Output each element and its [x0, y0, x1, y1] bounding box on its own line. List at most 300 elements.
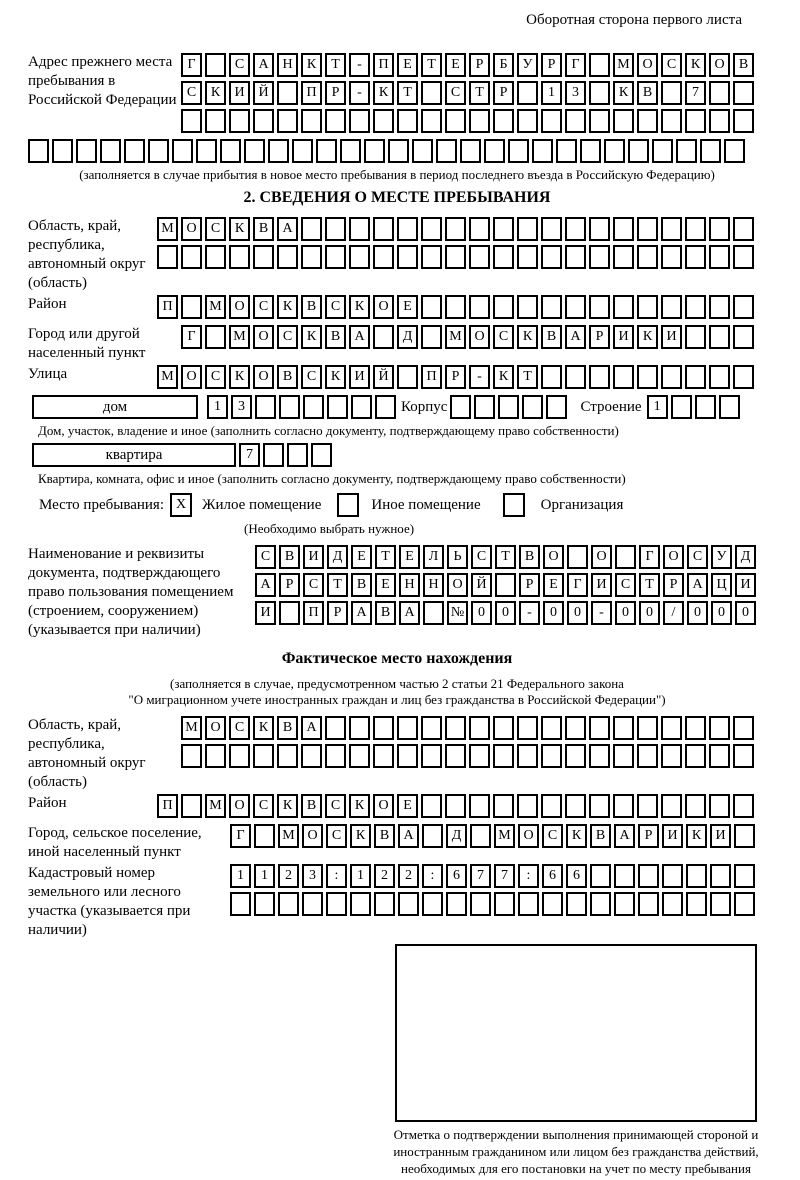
char-box[interactable]: С [181, 81, 202, 105]
char-box[interactable] [229, 109, 250, 133]
char-box[interactable] [412, 139, 433, 163]
char-box[interactable]: И [591, 573, 612, 597]
char-box[interactable] [374, 892, 395, 916]
char-box[interactable]: П [301, 81, 322, 105]
char-box[interactable] [733, 217, 754, 241]
char-box[interactable]: Н [399, 573, 420, 597]
char-box[interactable]: К [325, 365, 346, 389]
char-box[interactable] [709, 716, 730, 740]
char-box[interactable] [733, 365, 754, 389]
char-box[interactable] [445, 744, 466, 768]
char-box[interactable] [685, 744, 706, 768]
char-box[interactable]: М [205, 295, 226, 319]
char-box[interactable] [445, 245, 466, 269]
char-box[interactable] [397, 245, 418, 269]
char-box[interactable] [685, 325, 706, 349]
char-box[interactable]: А [349, 325, 370, 349]
char-box[interactable]: 1 [230, 864, 251, 888]
char-box[interactable]: Г [181, 325, 202, 349]
char-box[interactable]: 0 [615, 601, 636, 625]
char-box[interactable]: П [157, 295, 178, 319]
char-box[interactable] [508, 139, 529, 163]
char-box[interactable]: Г [567, 573, 588, 597]
char-box[interactable]: Д [397, 325, 418, 349]
char-box[interactable]: Д [446, 824, 467, 848]
char-box[interactable] [301, 744, 322, 768]
char-box[interactable] [278, 892, 299, 916]
char-box[interactable]: 3 [302, 864, 323, 888]
char-box[interactable] [685, 245, 706, 269]
char-box[interactable] [373, 744, 394, 768]
char-box[interactable] [279, 395, 300, 419]
char-box[interactable]: 1 [207, 395, 228, 419]
char-box[interactable]: В [253, 217, 274, 241]
char-box[interactable] [541, 109, 562, 133]
char-box[interactable]: Р [541, 53, 562, 77]
char-box[interactable]: К [301, 325, 322, 349]
char-box[interactable] [397, 365, 418, 389]
char-box[interactable] [532, 139, 553, 163]
char-box[interactable] [484, 139, 505, 163]
char-box[interactable]: 0 [567, 601, 588, 625]
char-box[interactable] [637, 365, 658, 389]
char-box[interactable]: Р [327, 601, 348, 625]
char-box[interactable] [445, 295, 466, 319]
char-box[interactable] [450, 395, 471, 419]
char-box[interactable]: О [518, 824, 539, 848]
char-box[interactable]: В [637, 81, 658, 105]
char-box[interactable] [637, 295, 658, 319]
char-box[interactable]: 7 [470, 864, 491, 888]
char-box[interactable]: В [301, 794, 322, 818]
char-box[interactable] [613, 109, 634, 133]
char-box[interactable] [541, 245, 562, 269]
char-box[interactable] [541, 744, 562, 768]
char-box[interactable] [724, 139, 745, 163]
char-box[interactable]: 3 [231, 395, 252, 419]
char-box[interactable]: С [326, 824, 347, 848]
char-box[interactable] [397, 716, 418, 740]
char-box[interactable] [590, 864, 611, 888]
char-box[interactable]: М [181, 716, 202, 740]
char-box[interactable] [254, 824, 275, 848]
char-box[interactable]: С [445, 81, 466, 105]
char-box[interactable]: К [205, 81, 226, 105]
char-box[interactable]: И [349, 365, 370, 389]
char-box[interactable]: К [637, 325, 658, 349]
char-box[interactable] [517, 794, 538, 818]
char-box[interactable] [566, 892, 587, 916]
char-box[interactable] [350, 892, 371, 916]
char-box[interactable] [638, 864, 659, 888]
char-box[interactable] [181, 295, 202, 319]
char-box[interactable]: 2 [398, 864, 419, 888]
char-box[interactable]: А [614, 824, 635, 848]
char-box[interactable]: С [325, 295, 346, 319]
char-box[interactable]: П [157, 794, 178, 818]
char-box[interactable]: 2 [374, 864, 395, 888]
char-box[interactable]: О [181, 217, 202, 241]
char-box[interactable] [589, 716, 610, 740]
char-box[interactable]: С [687, 545, 708, 569]
char-box[interactable]: Е [399, 545, 420, 569]
char-box[interactable]: П [373, 53, 394, 77]
char-box[interactable]: 7 [494, 864, 515, 888]
char-box[interactable]: Й [471, 573, 492, 597]
char-box[interactable] [661, 716, 682, 740]
char-box[interactable] [375, 395, 396, 419]
char-box[interactable] [685, 109, 706, 133]
char-box[interactable]: В [301, 295, 322, 319]
char-box[interactable]: Д [327, 545, 348, 569]
char-box[interactable] [302, 892, 323, 916]
char-box[interactable] [541, 794, 562, 818]
char-box[interactable]: - [591, 601, 612, 625]
char-box[interactable]: О [543, 545, 564, 569]
char-box[interactable] [493, 217, 514, 241]
char-box[interactable]: Р [445, 365, 466, 389]
char-box[interactable]: О [229, 295, 250, 319]
char-box[interactable] [733, 295, 754, 319]
char-box[interactable] [279, 601, 300, 625]
char-box[interactable]: И [661, 325, 682, 349]
char-box[interactable]: Т [517, 365, 538, 389]
char-box[interactable] [364, 139, 385, 163]
char-box[interactable] [518, 892, 539, 916]
char-box[interactable] [517, 295, 538, 319]
char-box[interactable] [181, 794, 202, 818]
char-box[interactable] [244, 139, 265, 163]
char-box[interactable] [196, 139, 217, 163]
char-box[interactable] [709, 325, 730, 349]
char-box[interactable] [470, 892, 491, 916]
char-box[interactable] [685, 217, 706, 241]
char-box[interactable] [373, 245, 394, 269]
char-box[interactable] [349, 716, 370, 740]
char-box[interactable] [541, 217, 562, 241]
char-box[interactable] [685, 716, 706, 740]
char-box[interactable]: С [205, 217, 226, 241]
char-box[interactable] [325, 245, 346, 269]
char-box[interactable] [325, 744, 346, 768]
char-box[interactable]: О [469, 325, 490, 349]
char-box[interactable] [373, 716, 394, 740]
char-box[interactable]: В [279, 545, 300, 569]
char-box[interactable] [388, 139, 409, 163]
char-box[interactable]: О [181, 365, 202, 389]
char-box[interactable] [172, 139, 193, 163]
char-box[interactable]: О [373, 295, 394, 319]
char-box[interactable] [676, 139, 697, 163]
char-box[interactable]: - [349, 81, 370, 105]
char-box[interactable] [580, 139, 601, 163]
char-box[interactable] [709, 217, 730, 241]
char-box[interactable] [301, 245, 322, 269]
char-box[interactable] [493, 716, 514, 740]
char-box[interactable] [517, 81, 538, 105]
char-box[interactable] [181, 245, 202, 269]
char-box[interactable] [446, 892, 467, 916]
char-box[interactable] [421, 325, 442, 349]
char-box[interactable] [220, 139, 241, 163]
char-box[interactable]: О [637, 53, 658, 77]
char-box[interactable]: У [711, 545, 732, 569]
char-box[interactable] [351, 395, 372, 419]
char-box[interactable] [469, 794, 490, 818]
char-box[interactable] [325, 217, 346, 241]
char-box[interactable]: Й [253, 81, 274, 105]
char-box[interactable]: О [373, 794, 394, 818]
char-box[interactable]: Р [519, 573, 540, 597]
char-box[interactable] [734, 864, 755, 888]
char-box[interactable] [311, 443, 332, 467]
char-box[interactable]: 0 [471, 601, 492, 625]
char-box[interactable]: 0 [543, 601, 564, 625]
char-box[interactable]: В [375, 601, 396, 625]
char-box[interactable] [397, 109, 418, 133]
char-box[interactable]: 7 [685, 81, 706, 105]
char-box[interactable] [685, 365, 706, 389]
char-box[interactable] [493, 794, 514, 818]
char-box[interactable]: Т [639, 573, 660, 597]
char-box[interactable]: Е [351, 545, 372, 569]
char-box[interactable] [421, 245, 442, 269]
char-box[interactable] [373, 325, 394, 349]
char-box[interactable]: С [255, 545, 276, 569]
char-box[interactable]: Е [375, 573, 396, 597]
char-box[interactable] [445, 109, 466, 133]
char-box[interactable]: Т [421, 53, 442, 77]
char-box[interactable] [148, 139, 169, 163]
char-box[interactable] [615, 545, 636, 569]
char-box[interactable]: В [541, 325, 562, 349]
char-box[interactable]: 1 [254, 864, 275, 888]
char-box[interactable] [303, 395, 324, 419]
char-box[interactable]: С [542, 824, 563, 848]
char-box[interactable] [589, 53, 610, 77]
char-box[interactable]: У [517, 53, 538, 77]
char-box[interactable] [733, 325, 754, 349]
char-box[interactable]: С [301, 365, 322, 389]
char-box[interactable] [469, 744, 490, 768]
char-box[interactable] [613, 365, 634, 389]
char-box[interactable]: № [447, 601, 468, 625]
char-box[interactable] [498, 395, 519, 419]
char-box[interactable] [604, 139, 625, 163]
char-box[interactable]: Е [543, 573, 564, 597]
char-box[interactable] [637, 217, 658, 241]
char-box[interactable] [613, 295, 634, 319]
char-box[interactable]: К [349, 295, 370, 319]
char-box[interactable]: Й [373, 365, 394, 389]
char-box[interactable] [661, 365, 682, 389]
char-box[interactable] [661, 794, 682, 818]
char-box[interactable]: О [253, 325, 274, 349]
char-box[interactable]: Е [397, 794, 418, 818]
char-box[interactable] [124, 139, 145, 163]
char-box[interactable] [710, 864, 731, 888]
char-box[interactable]: И [303, 545, 324, 569]
char-box[interactable] [421, 744, 442, 768]
char-box[interactable] [565, 365, 586, 389]
char-box[interactable]: 2 [278, 864, 299, 888]
char-box[interactable] [719, 395, 740, 419]
char-box[interactable]: К [613, 81, 634, 105]
char-box[interactable]: А [565, 325, 586, 349]
char-box[interactable] [373, 217, 394, 241]
char-box[interactable] [253, 109, 274, 133]
char-box[interactable] [517, 245, 538, 269]
char-box[interactable]: С [471, 545, 492, 569]
checkbox-organization[interactable] [503, 493, 525, 517]
char-box[interactable] [268, 139, 289, 163]
char-box[interactable] [157, 245, 178, 269]
char-box[interactable]: 1 [541, 81, 562, 105]
char-box[interactable]: 6 [542, 864, 563, 888]
char-box[interactable]: Б [493, 53, 514, 77]
char-box[interactable] [469, 245, 490, 269]
char-box[interactable]: И [710, 824, 731, 848]
char-box[interactable] [686, 864, 707, 888]
char-box[interactable] [469, 716, 490, 740]
char-box[interactable] [517, 744, 538, 768]
char-box[interactable]: 0 [711, 601, 732, 625]
char-box[interactable]: М [494, 824, 515, 848]
char-box[interactable] [565, 295, 586, 319]
char-box[interactable] [589, 81, 610, 105]
char-box[interactable] [590, 892, 611, 916]
char-box[interactable]: Ц [711, 573, 732, 597]
char-box[interactable] [495, 573, 516, 597]
char-box[interactable]: О [302, 824, 323, 848]
char-box[interactable] [522, 395, 543, 419]
char-box[interactable] [589, 295, 610, 319]
char-box[interactable]: А [301, 716, 322, 740]
char-box[interactable] [277, 81, 298, 105]
char-box[interactable]: М [278, 824, 299, 848]
char-box[interactable] [733, 744, 754, 768]
char-box[interactable]: М [157, 365, 178, 389]
char-box[interactable] [661, 81, 682, 105]
char-box[interactable] [340, 139, 361, 163]
char-box[interactable] [292, 139, 313, 163]
char-box[interactable] [301, 109, 322, 133]
char-box[interactable] [469, 217, 490, 241]
char-box[interactable]: : [326, 864, 347, 888]
char-box[interactable] [436, 139, 457, 163]
char-box[interactable] [181, 109, 202, 133]
char-box[interactable]: 1 [350, 864, 371, 888]
char-box[interactable] [277, 245, 298, 269]
char-box[interactable] [397, 217, 418, 241]
char-box[interactable] [254, 892, 275, 916]
char-box[interactable] [373, 109, 394, 133]
char-box[interactable] [301, 217, 322, 241]
char-box[interactable] [709, 109, 730, 133]
char-box[interactable]: В [325, 325, 346, 349]
char-box[interactable]: К [685, 53, 706, 77]
char-box[interactable]: Р [325, 81, 346, 105]
char-box[interactable] [445, 794, 466, 818]
char-box[interactable]: / [663, 601, 684, 625]
char-box[interactable] [469, 295, 490, 319]
char-box[interactable]: К [493, 365, 514, 389]
char-box[interactable]: М [157, 217, 178, 241]
char-box[interactable]: 1 [647, 395, 668, 419]
char-box[interactable] [181, 744, 202, 768]
char-box[interactable] [613, 794, 634, 818]
char-box[interactable] [662, 892, 683, 916]
char-box[interactable]: - [469, 365, 490, 389]
char-box[interactable]: К [566, 824, 587, 848]
char-box[interactable]: Е [397, 295, 418, 319]
char-box[interactable] [661, 295, 682, 319]
char-box[interactable] [567, 545, 588, 569]
char-box[interactable] [517, 109, 538, 133]
char-box[interactable] [565, 245, 586, 269]
char-box[interactable] [205, 744, 226, 768]
char-box[interactable] [422, 824, 443, 848]
char-box[interactable]: С [303, 573, 324, 597]
char-box[interactable]: Т [397, 81, 418, 105]
char-box[interactable] [205, 245, 226, 269]
char-box[interactable] [637, 794, 658, 818]
char-box[interactable]: К [517, 325, 538, 349]
char-box[interactable]: Р [469, 53, 490, 77]
char-box[interactable]: И [229, 81, 250, 105]
char-box[interactable] [709, 81, 730, 105]
char-box[interactable] [662, 864, 683, 888]
char-box[interactable]: 7 [239, 443, 260, 467]
char-box[interactable]: С [615, 573, 636, 597]
char-box[interactable]: М [445, 325, 466, 349]
char-box[interactable]: Ь [447, 545, 468, 569]
char-box[interactable] [493, 744, 514, 768]
char-box[interactable]: Р [279, 573, 300, 597]
char-box[interactable]: Т [495, 545, 516, 569]
char-box[interactable]: С [277, 325, 298, 349]
char-box[interactable]: О [447, 573, 468, 597]
char-box[interactable] [325, 716, 346, 740]
char-box[interactable]: 6 [446, 864, 467, 888]
char-box[interactable]: А [277, 217, 298, 241]
char-box[interactable]: 6 [566, 864, 587, 888]
char-box[interactable]: А [255, 573, 276, 597]
char-box[interactable]: О [663, 545, 684, 569]
char-box[interactable] [445, 217, 466, 241]
char-box[interactable] [637, 744, 658, 768]
char-box[interactable] [614, 864, 635, 888]
char-box[interactable]: А [398, 824, 419, 848]
char-box[interactable] [685, 794, 706, 818]
char-box[interactable]: - [349, 53, 370, 77]
char-box[interactable]: Р [663, 573, 684, 597]
checkbox-other-premises[interactable] [337, 493, 359, 517]
char-box[interactable]: А [687, 573, 708, 597]
char-box[interactable] [709, 245, 730, 269]
char-box[interactable] [287, 443, 308, 467]
char-box[interactable]: Г [639, 545, 660, 569]
char-box[interactable] [671, 395, 692, 419]
char-box[interactable]: Г [230, 824, 251, 848]
char-box[interactable]: В [277, 365, 298, 389]
char-box[interactable] [565, 744, 586, 768]
char-box[interactable] [710, 892, 731, 916]
char-box[interactable] [589, 217, 610, 241]
char-box[interactable]: С [661, 53, 682, 77]
char-box[interactable]: К [277, 794, 298, 818]
char-box[interactable]: С [253, 794, 274, 818]
